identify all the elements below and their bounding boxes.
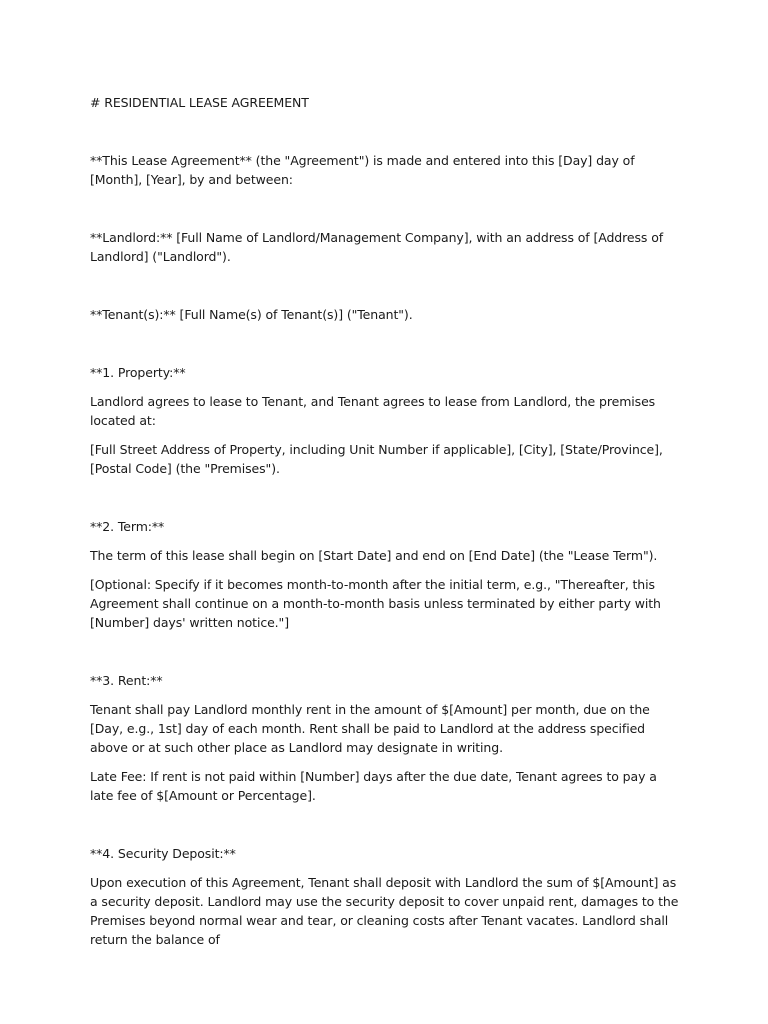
section-heading: **2. Term:** <box>90 519 165 534</box>
section-rent <box>90 671 682 805</box>
section-paragraph: Landlord agrees to lease to Tenant, and Tenant agrees to lease from Landlord, the premises located at: <box>90 394 656 428</box>
section-paragraph: [Full Street Address of Property, including Unit Number if applicable], [City], [State/Province], [Postal Code] (the "Premises"). <box>90 442 663 476</box>
section-property <box>90 363 682 478</box>
section-paragraph: Tenant shall pay Landlord monthly rent in the amount of $[Amount] per month, due on the [Day, e.g., 1st] day of each month. Rent shall be paid to Landlord at the address specified above or at such other place as Landlord may designate in writing. <box>90 702 650 755</box>
section-paragraph: The term of this lease shall begin on [Start Date] and end on [End Date] (the "Lease Term"). <box>90 548 658 563</box>
section-heading: **3. Rent:** <box>90 673 163 688</box>
section-security-deposit <box>90 844 682 949</box>
section-paragraph: Late Fee: If rent is not paid within [Number] days after the due date, Tenant agrees to pay a late fee of $[Amount or Percentage]. <box>90 769 657 803</box>
document-body <box>90 93 682 959</box>
intro-paragraph: **This Lease Agreement** (the "Agreement") is made and entered into this [Day] day of [Month], [Year], by and between: <box>90 153 635 187</box>
document-title: # RESIDENTIAL LEASE AGREEMENT <box>90 95 309 110</box>
tenant-paragraph: **Tenant(s):** [Full Name(s) of Tenant(s)] ("Tenant"). <box>90 307 413 322</box>
section-paragraph: Upon execution of this Agreement, Tenant shall deposit with Landlord the sum of $[Amount] as a security deposit. Landlord may use the security deposit to cover unpaid rent, damages to the Premises beyond normal wear and tear, or cleaning costs after Tenant vacates. Landlord shall return the balance of <box>90 875 679 947</box>
section-heading: **1. Property:** <box>90 365 186 380</box>
landlord-paragraph: **Landlord:** [Full Name of Landlord/Management Company], with an address of [Address of Landlord] ("Landlord"). <box>90 230 664 264</box>
section-term <box>90 517 682 632</box>
section-paragraph: [Optional: Specify if it becomes month-to-month after the initial term, e.g., "Thereafter, this Agreement shall continue on a month-to-month basis unless terminated by either party with [Number] days' written notice."] <box>90 577 661 630</box>
section-heading: **4. Security Deposit:** <box>90 846 236 861</box>
